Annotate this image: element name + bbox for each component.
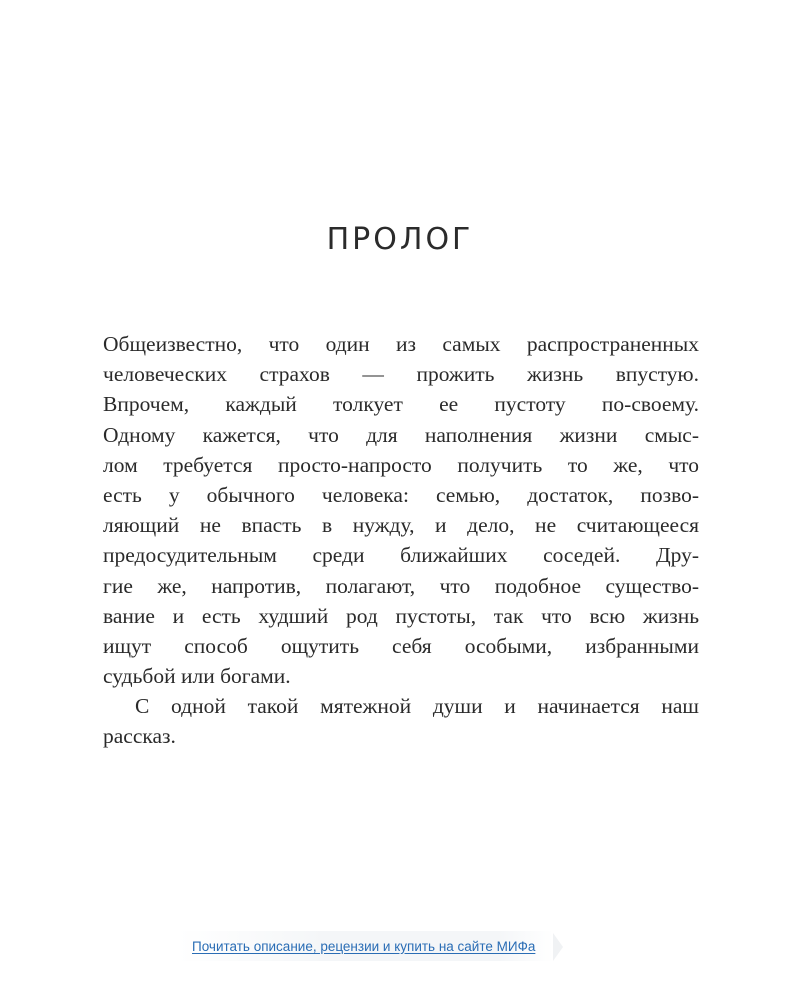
chapter-title: ПРОЛОГ	[326, 222, 474, 257]
text-line: гие же, напротив, полагают, что подобное существо-	[103, 573, 699, 598]
text-line: Одному кажется, что для наполнения жизни смыс-	[103, 422, 699, 447]
footer-link-container	[178, 929, 624, 963]
text-line: лом требуется просто-напросто получить то же, что	[103, 452, 699, 477]
text-line: С одной такой мятежной души и начинается наш	[135, 694, 699, 719]
text-line: Общеизвестно, что один из самых распространенных	[103, 332, 699, 356]
text-line: есть у обычного человека: семью, достаток, позво-	[103, 482, 699, 507]
text-line: вание и есть худший род пустоты, так что всю жизнь	[103, 603, 699, 628]
text-line: Впрочем, каждый толкует ее пустоту по-своему.	[103, 392, 699, 417]
body-text	[103, 329, 699, 752]
text-line: ляющий не впасть в нужду, и дело, не считающееся	[103, 513, 699, 538]
mif-store-link-label: Почитать описание, рецензии и купить на сайте МИФа	[192, 938, 536, 954]
chevron-right-icon	[553, 933, 563, 961]
text-line: рассказ.	[103, 724, 176, 749]
text-line: человеческих страхов — прожить жизнь впустую.	[103, 362, 699, 387]
text-line: предосудительным среди ближайших соседей. Дру-	[103, 543, 699, 568]
text-line: ищут способ ощутить себя особыми, избранными	[103, 633, 699, 658]
mif-store-link[interactable]	[178, 931, 553, 961]
text-line: судьбой или богами.	[103, 664, 291, 689]
